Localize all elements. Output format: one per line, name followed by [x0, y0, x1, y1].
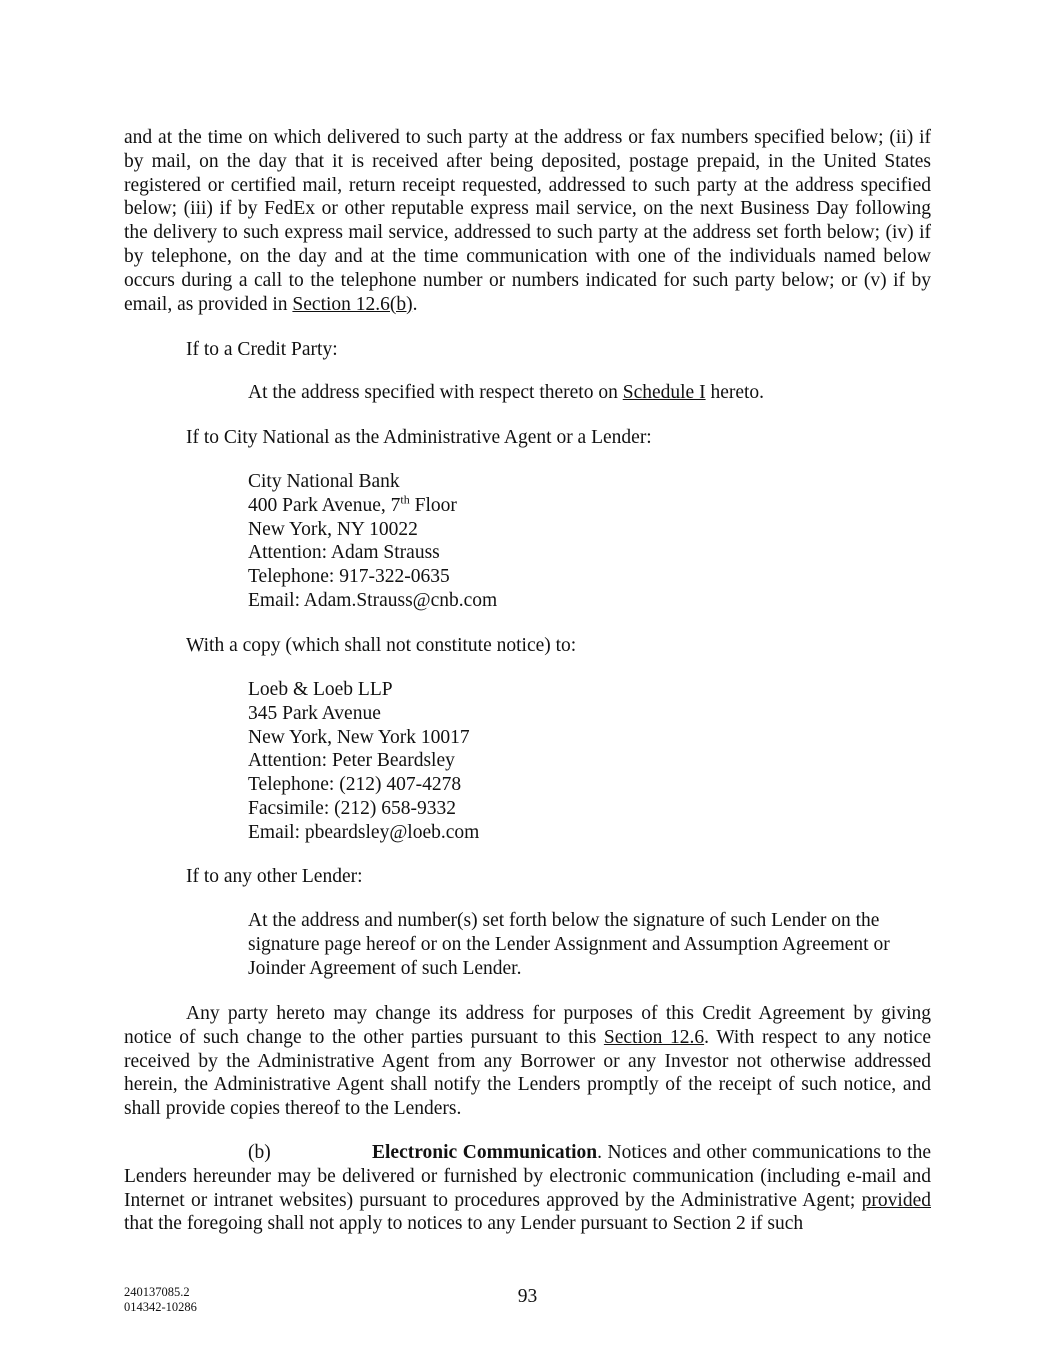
city-national-heading: If to City National as the Administrative Agent or a Lender:: [186, 427, 652, 448]
paragraph-text: and at the time on which delivered to such party at the address or fax numbers specified below; (ii) if by mail, on the day that it is received after being deposited, postage prepaid, in the United States registered or certified mail, return receipt requested, addressed to such party at the address specified below; (iii) if by FedEx or other reputable express mail service, on the next Business Day following the delivery to such express mail service, addressed to such party at the address set forth below; (iv) if by telephone, on the day and at the time communication with one of the individuals named below occurs during a call to the telephone number or numbers indicated for such party below; or (v) if by email, as provided in: [124, 127, 931, 315]
city-state-zip: New York, New York 10017: [248, 726, 470, 748]
paragraph-text: . With respect to any notice received by the Administrative Agent from any Borrower or any Investor not otherwise addressed herein, the Administrative Agent shall notify the Lenders promptly of the receipt of such notice, and shall provide copies thereof to the Lenders.: [124, 1026, 931, 1120]
paragraph-text: that the foregoing shall not apply to notices to any Lender pursuant to Section 2 if such: [124, 1213, 804, 1235]
attention-line: Attention: Peter Beardsley: [248, 750, 455, 772]
subsection-label: (b): [248, 1142, 271, 1163]
section-reference-link: Section 12.6: [603, 1026, 705, 1048]
telephone-line: Telephone: 917-322-0635: [248, 566, 450, 588]
city-national-address-block: [248, 470, 497, 613]
street-address: [248, 494, 497, 518]
paragraph-text: . Notices and other communications to the Lenders hereunder may be delivered or furnished by electronic communication (including e-mail and Internet or intranet websites) pursuant to procedures approved by the Administrative Agent;: [124, 1142, 932, 1211]
ordinal-suffix: th: [400, 492, 410, 507]
facsimile-line: Facsimile: (212) 658-9332: [248, 797, 456, 819]
loeb-address-block: [248, 678, 479, 845]
street-text: Floor: [409, 494, 457, 516]
address-change-paragraph: [124, 1002, 931, 1121]
doc-id: 240137085.2: [124, 1285, 190, 1299]
electronic-communication-paragraph: [124, 1141, 931, 1236]
schedule-reference: Schedule I: [622, 382, 706, 403]
credit-party-text: hereto.: [705, 382, 765, 403]
email-line: Email: pbeardsley@loeb.com: [248, 821, 480, 843]
attention-line: Attention: Adam Strauss: [248, 542, 440, 564]
credit-party-heading: If to a Credit Party:: [186, 339, 338, 360]
credit-party-address: [248, 381, 764, 405]
street-text: 400 Park Avenue, 7: [248, 494, 401, 516]
section-reference-link: Section 12.6(b): [292, 293, 413, 315]
email-line: Email: Adam.Strauss@cnb.com: [248, 589, 498, 611]
matter-id: 014342-10286: [124, 1300, 197, 1314]
provided-term: provided: [861, 1189, 931, 1211]
other-lender-heading: If to any other Lender:: [186, 866, 363, 887]
copy-heading: With a copy (which shall not constitute notice) to:: [186, 635, 577, 656]
city-state-zip: New York, NY 10022: [248, 518, 418, 540]
subsection-title: Electronic Communication: [372, 1142, 598, 1163]
firm-name: Loeb & Loeb LLP: [248, 679, 393, 700]
street-address: 345 Park Avenue: [248, 702, 381, 724]
paragraph-text: .: [412, 293, 418, 315]
paragraph-text: Any party hereto may change its address for purposes of this Credit Agreement by giving notice of such change to the other parties pursuant to this: [124, 1003, 931, 1048]
credit-party-text: At the address specified with respect thereto on: [248, 382, 623, 403]
bank-name: City National Bank: [248, 471, 400, 492]
page-number: 93: [517, 1286, 538, 1307]
notice-delivery-paragraph: [124, 126, 931, 316]
telephone-line: Telephone: (212) 407-4278: [248, 774, 462, 796]
other-lender-address: At the address and number(s) set forth below the signature of such Lender on the signature page hereof or on the Lender Assignment and Assumption Agreement or Joinder Agreement of such Lender.: [248, 910, 890, 979]
